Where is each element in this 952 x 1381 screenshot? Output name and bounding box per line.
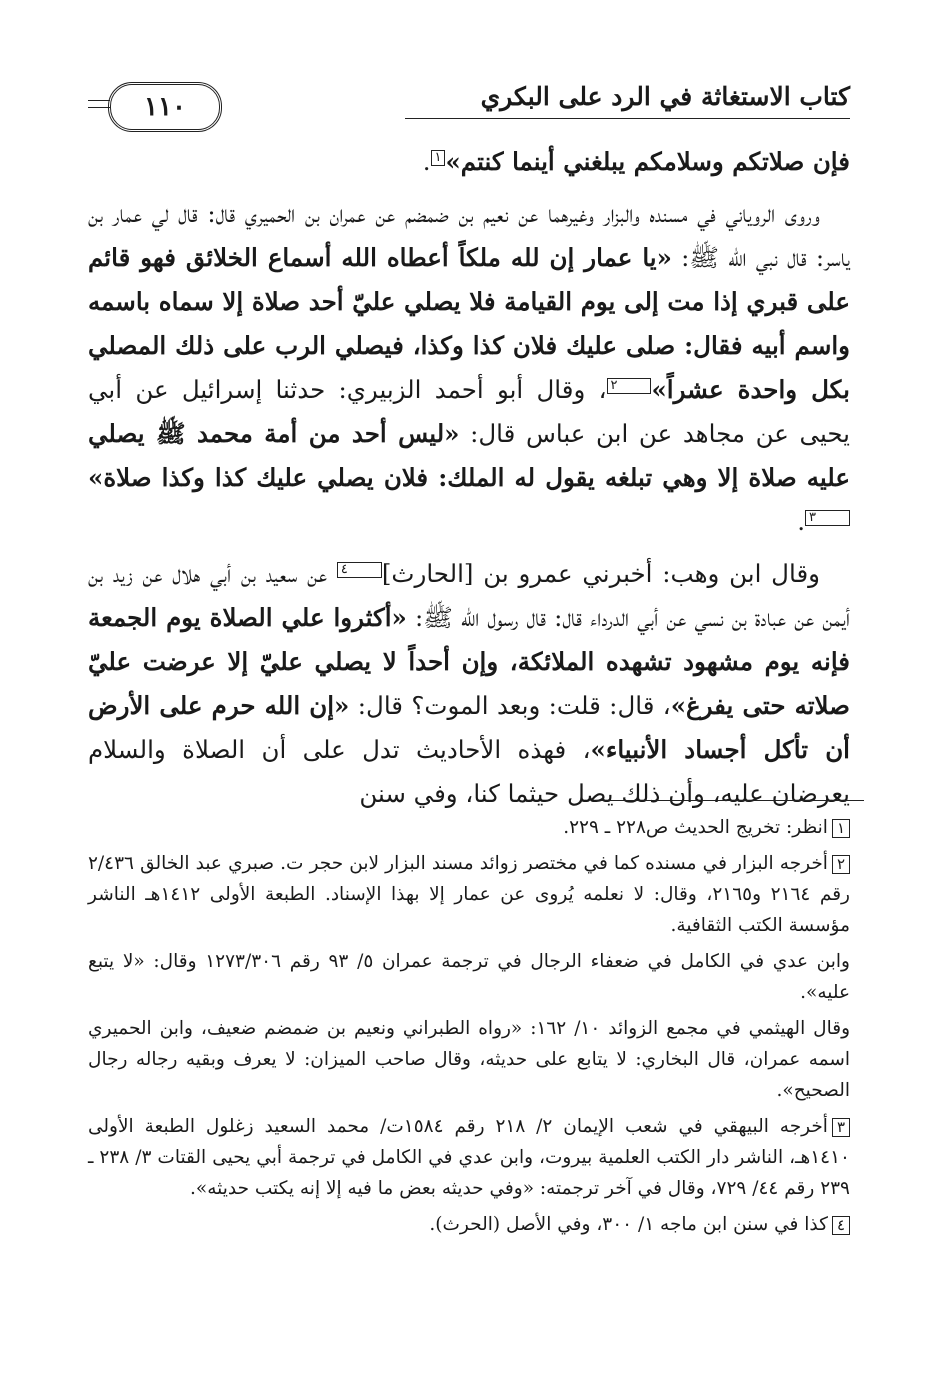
- narration-2-end: .: [797, 507, 806, 536]
- footnote-ref-3[interactable]: ٣: [805, 510, 850, 526]
- narration-2c: ، وقال أبو أحمد الزبيري: حدثنا إسرائيل عن أبي يحيى عن مجاهد عن ابن عباس قال:: [88, 375, 850, 448]
- paragraph-3: [88, 552, 850, 816]
- narration-3a: وقال ابن وهب: أخبرني عمرو بن [الحارث]: [381, 559, 820, 588]
- footnote-separator: [596, 800, 864, 801]
- footnote-text-1: انظر: تخريج الحديث ص٢٢٨ ـ ٢٢٩.: [563, 817, 828, 838]
- running-title: كتاب الاستغاثة في الرد على البكري: [480, 82, 850, 111]
- footnote-4: [88, 1209, 850, 1240]
- footnotes: [88, 812, 850, 1245]
- page-number: ١١٠: [108, 82, 222, 132]
- footnote-ref-1[interactable]: ١: [431, 150, 446, 166]
- footnote-number-1: ١: [832, 819, 850, 838]
- footnote-text-2b: وابن عدي في الكامل في ضعفاء الرجال في ترجمة عمران ٥/ ٩٣ رقم ١٢٧٣/٣٠٦ وقال: «لا يتبع عليه».: [88, 951, 850, 1003]
- footnote-2c: [88, 1013, 850, 1106]
- footnote-number-4: ٤: [832, 1216, 850, 1235]
- footnote-2: [88, 848, 850, 941]
- paragraph-1: فإن صلاتكم وسلامكم يبلغني أينما كنتم»$^١$.: [422, 147, 850, 176]
- hadith-text-1: فإن صلاتكم وسلامكم يبلغني أينما كنتم»: [445, 147, 850, 176]
- footnote-ref-2[interactable]: ٢: [607, 378, 652, 394]
- hadith-text-4: «أكثروا علي الصلاة يوم الجمعة فإنه يوم مشهود تشهده الملائكة، وإن أحداً لا يصلي عليّ إلا عرضت عليّ صلاته حتى يفرغ»: [88, 603, 850, 720]
- footnote-text-2: أخرجه البزار في مسنده كما في مختصر زوائد مسند البزار لابن حجر ت. صبري عبد الخالق ٢/٤٣٦ رقم ٢١٦٤ و٢١٦٥، وقال: لا نعلمه يُروى عن عمار إلا بهذا الإسناد. الطبعة الأولى ١٤١٢هـ الناشر مؤسسة الكتب الثقافية.: [88, 853, 850, 936]
- footnote-text-4: كذا في سنن ابن ماجه ١/ ٣٠٠، وفي الأصل (الحرث).: [429, 1214, 828, 1235]
- footnote-2b: [88, 946, 850, 1008]
- paragraph-2: [88, 192, 850, 544]
- narration-3b: عن سعيد بن أبي هلال عن زيد بن أيمن عن عبادة بن نسي عن أبي الدرداء قال: قال رسول الله ﷺ:: [88, 559, 850, 632]
- hadith-text-3: «ليس أحد من أمة محمد ﷺ يصلي عليه صلاة إلا وهي تبلغه يقول له الملك: فلان يصلي عليك كذا وكذا صلاة»: [88, 419, 850, 492]
- footnote-text-2c: وقال الهيثمي في مجمع الزوائد ١٠/ ١٦٢: «رواه الطبراني ونعيم بن ضمضم ضعيف، وابن الحميري اسمه عمران، قال البخاري: لا يتابع على حديثه، وقال صاحب الميزان: لا يعرف وبقيه رجاله رجال الصحيح».: [88, 1018, 850, 1101]
- header-rule: [405, 118, 850, 119]
- footnote-number-3: ٣: [832, 1118, 850, 1137]
- hadith-text-2: «يا عمار إن لله ملكاً أعطاه الله أسماع الخلائق فهو قائم على قبري إذا مت إلى يوم القيامة فلا يصلي عليّ أحد صلاة إلا سماه باسمه واسم أبيه فقال: صلى عليك فلان كذا وكذا، فيصلي الرب على ذلك المصلي بكل واحدة عشراً»: [88, 243, 850, 404]
- footnote-1: [88, 812, 850, 843]
- page-header: [88, 78, 850, 132]
- footnote-text-3: أخرجه البيهقي في شعب الإيمان ٢/ ٢١٨ رقم ١٥٨٤ت/ محمد السعيد زغلول الطبعة الأولى ١٤١٠هـ، الناشر دار الكتب العلمية بيروت، وابن عدي في الكامل في ترجمة أبي يحيى القتات ٣/ ٢٣٨ ـ ٢٣٩ رقم ٤٤/ ٧٢٩، وقال في آخر ترجمته: «وفي حديثه بعض ما فيه إلا إنه يكتب حديثه».: [88, 1116, 850, 1199]
- narration-3f: ، فهذه الأحاديث تدل على أن الصلاة والسلام يعرضان عليه، وأن ذلك يصل حيثما كنا، وفي سنن: [88, 735, 850, 808]
- main-text: [88, 140, 850, 816]
- header-ornament: [88, 100, 110, 108]
- footnote-ref-4[interactable]: ٤: [337, 562, 382, 578]
- footnote-number-2: ٢: [832, 855, 850, 874]
- hadith-text-5: «إن الله حرم على الأرض أن تأكل أجساد الأنبياء»: [88, 691, 850, 764]
- narration-2a: وروى الروياني في مسنده والبزار وغيرهما عن نعيم بن ضمضم عن عمران بن الحميري قال: قال لي عمار بن ياسر: قال نبي الله ﷺ:: [88, 199, 850, 272]
- narration-3d: ، قال: قلت: وبعد الموت؟ قال:: [349, 691, 671, 720]
- footnote-3: [88, 1111, 850, 1204]
